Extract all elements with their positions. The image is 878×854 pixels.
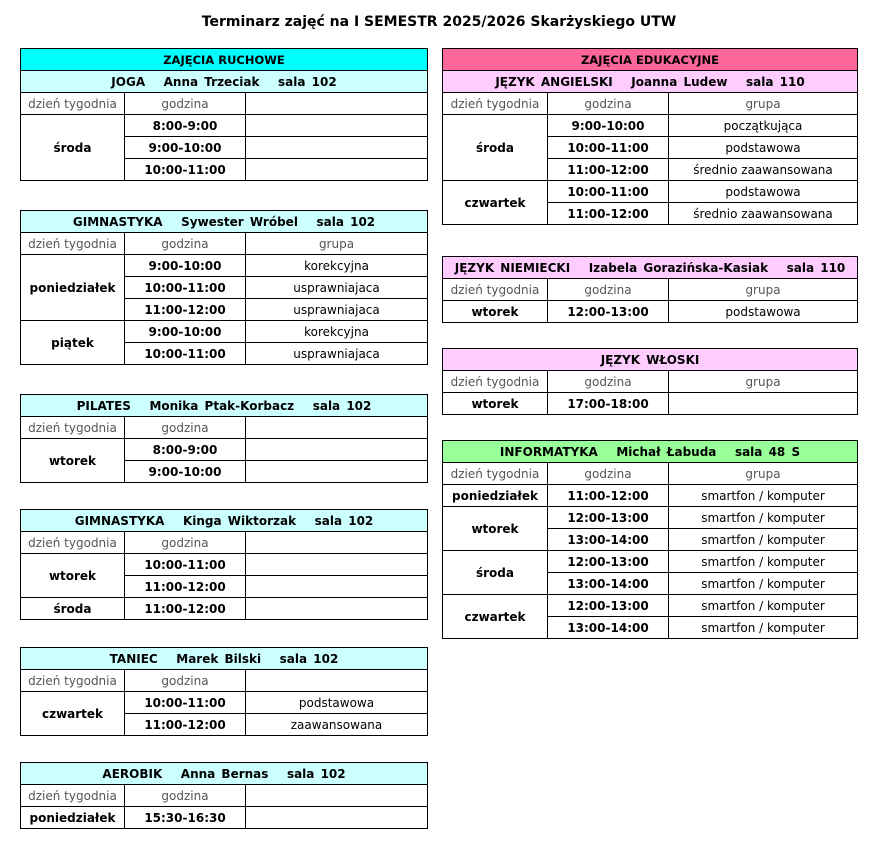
group-cell: smartfon / komputer <box>669 485 858 507</box>
table-row <box>443 181 858 203</box>
time-cell: 11:00-12:00 <box>548 159 669 181</box>
day-cell: poniedziałek <box>443 485 548 507</box>
day-cell: wtorek <box>21 554 125 598</box>
time-cell: 11:00-12:00 <box>548 485 669 507</box>
table-row <box>21 554 428 576</box>
left-course-table <box>20 762 428 829</box>
group-cell <box>246 439 428 461</box>
group-cell: podstawowa <box>669 137 858 159</box>
page-title: Terminarz zajęć na I SEMESTR 2025/2026 Skarżyskiego UTW <box>201 14 677 30</box>
header-day: dzień tygodnia <box>21 670 125 692</box>
header-group-empty <box>246 670 428 692</box>
group-cell: smartfon / komputer <box>669 507 858 529</box>
group-cell <box>246 554 428 576</box>
left-course-table <box>20 210 428 365</box>
course-title: JOGA Anna Trzeciak sala 102 <box>21 71 428 93</box>
group-cell <box>246 137 428 159</box>
time-cell: 10:00-11:00 <box>125 343 246 365</box>
time-cell: 11:00-12:00 <box>125 576 246 598</box>
header-hour: godzina <box>548 371 669 393</box>
table-row <box>21 692 428 714</box>
day-cell: wtorek <box>443 393 548 415</box>
table-row <box>21 807 428 829</box>
group-cell: usprawniajaca <box>246 277 428 299</box>
group-cell <box>246 159 428 181</box>
course-title: INFORMATYKA Michał Łabuda sala 48 S <box>443 441 858 463</box>
header-hour: godzina <box>548 463 669 485</box>
course-title: GIMNASTYKA Sywester Wróbel sala 102 <box>21 211 428 233</box>
time-cell: 12:00-13:00 <box>548 301 669 323</box>
table-row <box>443 115 858 137</box>
course-title: JĘZYK ANGIELSKI Joanna Ludew sala 110 <box>443 71 858 93</box>
group-cell: smartfon / komputer <box>669 595 858 617</box>
group-cell: usprawniajaca <box>246 299 428 321</box>
group-cell: podstawowa <box>669 181 858 203</box>
time-cell: 9:00-10:00 <box>125 137 246 159</box>
time-cell: 10:00-11:00 <box>548 181 669 203</box>
header-group-empty <box>246 532 428 554</box>
header-hour: godzina <box>125 532 246 554</box>
group-cell: początkująca <box>669 115 858 137</box>
course-title: TANIEC Marek Bilski sala 102 <box>21 648 428 670</box>
day-cell: wtorek <box>21 439 125 483</box>
time-cell: 11:00-12:00 <box>125 299 246 321</box>
header-day: dzień tygodnia <box>21 785 125 807</box>
group-cell: średnio zaawansowana <box>669 203 858 225</box>
time-cell: 8:00-9:00 <box>125 439 246 461</box>
table-row <box>443 301 858 323</box>
day-cell: środa <box>21 115 125 181</box>
day-cell: piątek <box>21 321 125 365</box>
table-row <box>443 507 858 529</box>
day-cell: środa <box>443 115 548 181</box>
time-cell: 9:00-10:00 <box>548 115 669 137</box>
group-cell: zaawansowana <box>246 714 428 736</box>
group-cell: smartfon / komputer <box>669 617 858 639</box>
left-course-table <box>20 394 428 483</box>
header-group: grupa <box>669 371 858 393</box>
section-header: ZAJĘCIA RUCHOWE <box>21 49 428 71</box>
group-cell: korekcyjna <box>246 321 428 343</box>
group-cell <box>669 393 858 415</box>
right-course-table <box>442 256 858 323</box>
right-course-table <box>442 348 858 415</box>
table-row <box>21 321 428 343</box>
table-row <box>443 551 858 573</box>
group-cell: średnio zaawansowana <box>669 159 858 181</box>
right-course-table <box>442 48 858 225</box>
course-title: JĘZYK WŁOSKI <box>443 349 858 371</box>
header-group: grupa <box>669 463 858 485</box>
time-cell: 10:00-11:00 <box>125 159 246 181</box>
left-course-table <box>20 509 428 620</box>
course-title: PILATES Monika Ptak-Korbacz sala 102 <box>21 395 428 417</box>
time-cell: 9:00-10:00 <box>125 321 246 343</box>
group-cell: smartfon / komputer <box>669 551 858 573</box>
course-title: JĘZYK NIEMIECKI Izabela Gorazińska-Kasiak sala 110 <box>443 257 858 279</box>
header-day: dzień tygodnia <box>21 417 125 439</box>
course-title: AEROBIK Anna Bernas sala 102 <box>21 763 428 785</box>
header-group: grupa <box>669 93 858 115</box>
time-cell: 13:00-14:00 <box>548 529 669 551</box>
time-cell: 10:00-11:00 <box>125 554 246 576</box>
time-cell: 12:00-13:00 <box>548 507 669 529</box>
group-cell: podstawowa <box>669 301 858 323</box>
group-cell <box>246 576 428 598</box>
time-cell: 11:00-12:00 <box>125 714 246 736</box>
header-hour: godzina <box>125 93 246 115</box>
time-cell: 13:00-14:00 <box>548 617 669 639</box>
header-day: dzień tygodnia <box>443 93 548 115</box>
course-title: GIMNASTYKA Kinga Wiktorzak sala 102 <box>21 510 428 532</box>
header-hour: godzina <box>125 785 246 807</box>
group-cell <box>246 598 428 620</box>
time-cell: 11:00-12:00 <box>125 598 246 620</box>
day-cell: czwartek <box>443 595 548 639</box>
day-cell: wtorek <box>443 301 548 323</box>
group-cell: podstawowa <box>246 692 428 714</box>
header-day: dzień tygodnia <box>443 279 548 301</box>
table-row <box>21 598 428 620</box>
group-cell <box>246 807 428 829</box>
header-group-empty <box>246 785 428 807</box>
group-cell: usprawniajaca <box>246 343 428 365</box>
left-course-table <box>20 48 428 181</box>
time-cell: 12:00-13:00 <box>548 595 669 617</box>
time-cell: 12:00-13:00 <box>548 551 669 573</box>
group-cell <box>246 115 428 137</box>
header-group: grupa <box>246 233 428 255</box>
left-course-table <box>20 647 428 736</box>
table-row <box>443 595 858 617</box>
time-cell: 9:00-10:00 <box>125 255 246 277</box>
header-day: dzień tygodnia <box>443 463 548 485</box>
right-course-table <box>442 440 858 639</box>
day-cell: poniedziałek <box>21 807 125 829</box>
time-cell: 11:00-12:00 <box>548 203 669 225</box>
table-row <box>21 439 428 461</box>
time-cell: 9:00-10:00 <box>125 461 246 483</box>
table-row <box>443 393 858 415</box>
day-cell: czwartek <box>443 181 548 225</box>
header-hour: godzina <box>548 93 669 115</box>
header-day: dzień tygodnia <box>443 371 548 393</box>
header-hour: godzina <box>548 279 669 301</box>
header-hour: godzina <box>125 233 246 255</box>
time-cell: 8:00-9:00 <box>125 115 246 137</box>
group-cell <box>246 461 428 483</box>
group-cell: korekcyjna <box>246 255 428 277</box>
day-cell: środa <box>21 598 125 620</box>
day-cell: czwartek <box>21 692 125 736</box>
time-cell: 15:30-16:30 <box>125 807 246 829</box>
table-row <box>443 485 858 507</box>
time-cell: 17:00-18:00 <box>548 393 669 415</box>
header-day: dzień tygodnia <box>21 233 125 255</box>
time-cell: 10:00-11:00 <box>125 692 246 714</box>
section-header: ZAJĘCIA EDUKACYJNE <box>443 49 858 71</box>
header-hour: godzina <box>125 670 246 692</box>
group-cell: smartfon / komputer <box>669 573 858 595</box>
time-cell: 10:00-11:00 <box>125 277 246 299</box>
table-row <box>21 115 428 137</box>
day-cell: wtorek <box>443 507 548 551</box>
day-cell: poniedziałek <box>21 255 125 321</box>
day-cell: środa <box>443 551 548 595</box>
table-row <box>21 255 428 277</box>
header-group-empty <box>246 417 428 439</box>
group-cell: smartfon / komputer <box>669 529 858 551</box>
time-cell: 10:00-11:00 <box>548 137 669 159</box>
header-day: dzień tygodnia <box>21 93 125 115</box>
header-hour: godzina <box>125 417 246 439</box>
time-cell: 13:00-14:00 <box>548 573 669 595</box>
header-day: dzień tygodnia <box>21 532 125 554</box>
header-group-empty <box>246 93 428 115</box>
header-group: grupa <box>669 279 858 301</box>
